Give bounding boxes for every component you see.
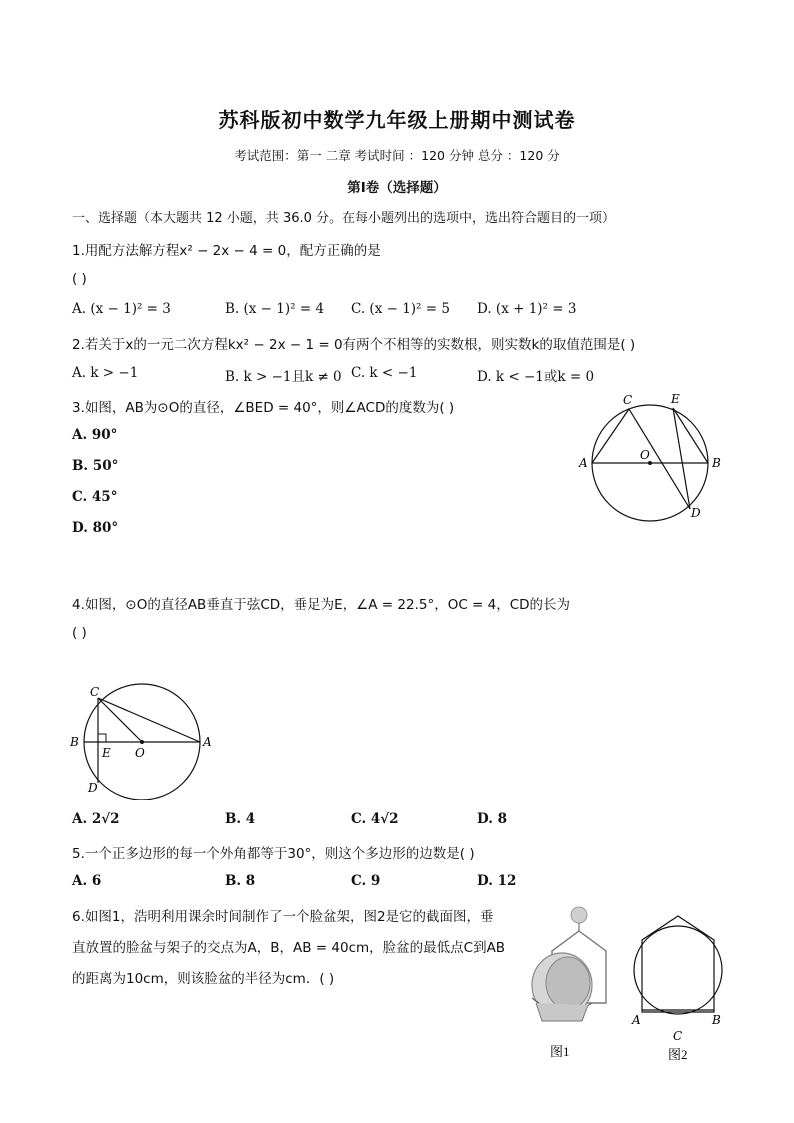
question-4-figure — [66, 680, 226, 800]
question-1-option-a: A. (x − 1)² = 3 — [72, 301, 171, 317]
question-6-figure-1 — [522, 903, 618, 1063]
question-2-stem: 2.若关于x的一元二次方程kx² − 2x − 1 = 0有两个不相等的实数根，则实数k的取值范围是( ) — [72, 337, 636, 353]
question-3-option-a: A. 90° — [72, 427, 118, 443]
question-4-stem: 4.如图，⊙O的直径AB垂直于弦CD，垂足为E，∠A = 22.5°，OC = 4，CD的长为 — [72, 597, 571, 613]
question-1-stem: 1.用配方法解方程x² − 2x − 4 = 0，配方正确的是 — [72, 243, 381, 259]
question-5-option-c: C. 9 — [351, 873, 381, 889]
question-4-option-d: D. 8 — [477, 811, 508, 827]
question-4-paren: ( ) — [72, 625, 87, 641]
question-1-option-d: D. (x + 1)² = 3 — [477, 301, 577, 317]
question-5-option-b: B. 8 — [225, 873, 256, 889]
exam-info: 考试范围：第一 二章 考试时间 ：120 分钟 总分 ：120 分 — [234, 148, 560, 163]
question-6-line-1: 6.如图1，浩明利用课余时间制作了一个脸盆架，图2是它的截面图，垂 — [72, 909, 494, 925]
question-3-option-d: D. 80° — [72, 520, 119, 536]
question-6-line-2: 直放置的脸盆与架子的交点为A，B，AB = 40cm，脸盆的最低点C到AB — [72, 940, 506, 956]
fig4-label-b: B — [70, 735, 79, 749]
question-3-option-b: B. 50° — [72, 458, 119, 474]
question-3-stem: 3.如图，AB为⊙O的直径，∠BED = 40°，则∠ACD的度数为( ) — [72, 400, 455, 416]
question-6-line-3: 的距离为10cm，则该脸盆的半径为cm．( ) — [72, 971, 335, 987]
exam-title: 苏科版初中数学九年级上册期中测试卷 — [218, 108, 576, 132]
fig3-label-b: B — [712, 456, 721, 470]
fig6-caption-1: 图1 — [550, 1044, 570, 1059]
fig6-label-a: A — [632, 1013, 641, 1027]
question-5-option-a: A. 6 — [72, 873, 102, 889]
fig3-label-a: A — [579, 456, 588, 470]
fig3-label-e: E — [671, 392, 680, 406]
part-title: 第Ⅰ卷（选择题） — [347, 180, 447, 196]
fig3-label-c: C — [623, 393, 633, 407]
fig4-label-e: E — [102, 746, 111, 760]
fig3-label-o: O — [640, 448, 650, 462]
question-6-figure-2 — [626, 912, 730, 1064]
fig4-label-d: D — [88, 781, 98, 795]
question-2-option-c: C. k < −1 — [351, 365, 418, 381]
question-2-option-a: A. k > −1 — [72, 365, 139, 381]
section-heading: 一、选择题（本大题共 12 小题，共 36.0 分。在每小题列出的选项中，选出符合题目的一项） — [72, 211, 616, 226]
question-2-option-d: D. k < −1或k = 0 — [477, 369, 595, 385]
question-3-figure — [572, 390, 732, 530]
fig4-label-o: O — [135, 746, 145, 760]
question-4-option-c: C. 4√2 — [351, 811, 399, 827]
fig6-label-b: B — [712, 1013, 721, 1027]
fig6-caption-2: 图2 — [668, 1047, 688, 1062]
question-5-option-d: D. 12 — [477, 873, 517, 889]
question-1-option-b: B. (x − 1)² = 4 — [225, 301, 325, 317]
fig6-label-c: C — [673, 1029, 683, 1043]
question-3-option-c: C. 45° — [72, 489, 118, 505]
question-4-option-a: A. 2√2 — [72, 811, 120, 827]
question-2-option-b: B. k > −1且k ≠ 0 — [225, 369, 342, 385]
question-4-option-b: B. 4 — [225, 811, 256, 827]
fig4-label-a: A — [203, 735, 212, 749]
fig3-label-d: D — [691, 506, 701, 520]
question-1-option-c: C. (x − 1)² = 5 — [351, 301, 450, 317]
question-5-stem: 5.一个正多边形的每一个外角都等于30°，则这个多边形的边数是( ) — [72, 846, 475, 862]
fig4-label-c: C — [90, 685, 100, 699]
question-1-paren: ( ) — [72, 271, 87, 287]
